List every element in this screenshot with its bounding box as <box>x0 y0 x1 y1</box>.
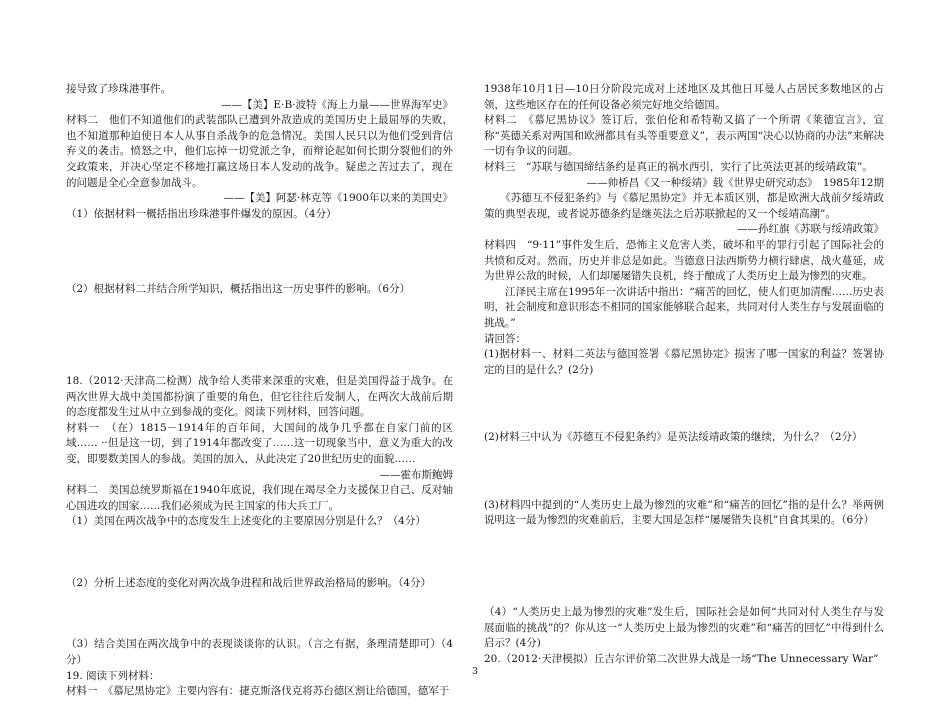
material-paragraph: 材料二 美国总统罗斯福在1940年底说，我们现在竭尽全力支援保卫自己、反对轴心国进攻的国家……我们必须成为民主国家的伟大兵工厂。 <box>66 484 453 512</box>
material-paragraph: 材料二 他们不知道他们的武装部队已遭到外敌造成的美国历史上最屈辱的失败，也不知道那种迫使日本人从事自杀战争的危急情况。美国人民只以为他们受到背信弃义的袭击。愤怒之中，他们忘掉一切党派之争，而辩论起如何长期分裂他们的外交政策来，并决心坚定不移地打赢这场日本人发动的战争。疑虑之苦过去了，现在的问题是全心全意参加战斗。 <box>66 114 453 189</box>
question-text: （1）美国在两次战争中的态度发生上述变化的主要原因分别是什么？（4分） <box>66 515 426 528</box>
material-paragraph: 江泽民主席在1995年一次讲话中指出：“痛苦的回忆，使人们更加清醒……历史表明，社会制度和意识形态不相同的国家能够联合起来，共同对付人类生存与发展面临的挑战。” <box>484 285 884 329</box>
page-number: 3 <box>472 667 478 677</box>
question-text: (1)据材料一、材料二英法与德国签署《慕尼黑协定》损害了哪一国家的利益？签署协定的目的是什么？(2分) <box>484 348 884 376</box>
prompt-text: 请回答： <box>484 332 526 345</box>
question-text: （4）“人类历史上最为惨烈的灾难”发生后，国际社会是如何“共同对付人类生存与发展面临的挑战”的？你从这一“人类历史上最为惨烈的灾难”和“痛苦的回忆”中得到什么启示？(4分) <box>484 606 884 650</box>
source-citation: ——霍布斯鲍姆 <box>379 468 453 481</box>
material-paragraph: 材料一 《慕尼黑协定》主要内容有：捷克斯洛伐克将苏台德区割让给德国，德军于 <box>66 685 450 698</box>
question-20: 20.（2012·天津模拟）丘吉尔评价第二次世界大战是一场“The Unnecessary War” <box>484 652 879 665</box>
material-paragraph: 材料一 （在）1815－1914年的百年间，大国间的战争几乎都在自家门前的区域…… ··但是这一切，到了1914年都改变了……这一切现象当中，意义为重大的改变，即要数美国人的参战。美国的加入，从此决定了20世纪历史的面貌…… <box>66 421 453 465</box>
question-text: （1）依据材料一概括指出珍珠港事件爆发的原因。（4分） <box>66 207 337 220</box>
material-paragraph: 材料三 “苏联与德国缔结条约是真正的祸水西引，实行了比英法更甚的绥靖政策”。 <box>484 160 873 173</box>
source-citation: ——孙红旗《苏联与绥靖政策》 <box>737 223 884 236</box>
question-text: （2）分析上述态度的变化对两次战争进程和战后世界政治格局的影响。（4分） <box>66 576 432 589</box>
question-text: （2）根据材料二并结合所学知识，概括指出这一历史事件的影响。（6分） <box>66 283 411 296</box>
left-text-line: 接导致了珍珠港事件。 <box>66 83 171 95</box>
source-citation: ——帅桥昌《又一种绥靖》载《世界史研究动态》 1985年12期 <box>586 176 884 189</box>
question-19: 19. 阅读下列材料： <box>66 669 160 682</box>
source-citation: ——【美】阿瑟·林克等《1900年以来的美国史》 <box>223 192 453 205</box>
material-paragraph: 1938年10月1日—10日分阶段完成对上述地区及其他日耳曼人占居民多数地区的占领，这些地区存在的任何设备必须完好地交给德国。 <box>484 83 884 111</box>
material-paragraph: 材料四 “9·11”事件发生后，恐怖主义危害人类，破坏和平的罪行引起了国际社会的共愤和反对。然而，历史并非总是如此。当德意日法西斯势力横行肆虐，战火蔓延，成为世界公敌的时候，人们却屡屡错失良机，终于酿成了人类历史上最为惨烈的灾难。 <box>484 238 884 283</box>
material-paragraph: 《苏德互不侵犯条约》与《慕尼黑协定》并无本质区别，都是欧洲大战前夕绥靖政策的典型表现，或者说苏德条约是继英法之后苏联掀起的又一个绥靖高潮”。 <box>484 192 884 220</box>
question-text: (3)材料四中提到的“人类历史上最为惨烈的灾难”和“痛苦的回忆”指的是什么？举两例说明这一最为惨烈的灾难前后，主要大国是怎样“屡屡错失良机”自食其果的。（6分） <box>484 498 884 527</box>
question-text: (2)材料三中认为《苏德互不侵犯条约》是英法绥靖政策的继续，为什么？（2分） <box>484 431 863 444</box>
question-18: 18.（2012·天津高二检测）战争给人类带来深重的灾难，但是美国得益于战争。在两次世界大战中美国都扮演了重要的角色，但它往往后发制人，在两次大战前后期的态度都发生过从中立到参战的变化。阅读下列材料，回答问题。 <box>66 374 453 419</box>
material-paragraph: 材料二 《慕尼黑协议》签订后，张伯伦和希特勒又搞了一个所谓《莱德宣言》，宣称“英德关系对两国和欧洲都具有头等重要意义”，表示两国“决心以协商的办法”来解决一切有争议的问题。 <box>484 114 884 158</box>
left-column <box>66 82 453 700</box>
right-column <box>484 82 884 667</box>
question-text: （3）结合美国在两次战争中的表现谈谈你的认识。（言之有据，条理清楚即可）（4分） <box>66 638 453 667</box>
source-citation: ——【美】E·B·波特《海上力量——世界海军史》 <box>220 98 453 111</box>
